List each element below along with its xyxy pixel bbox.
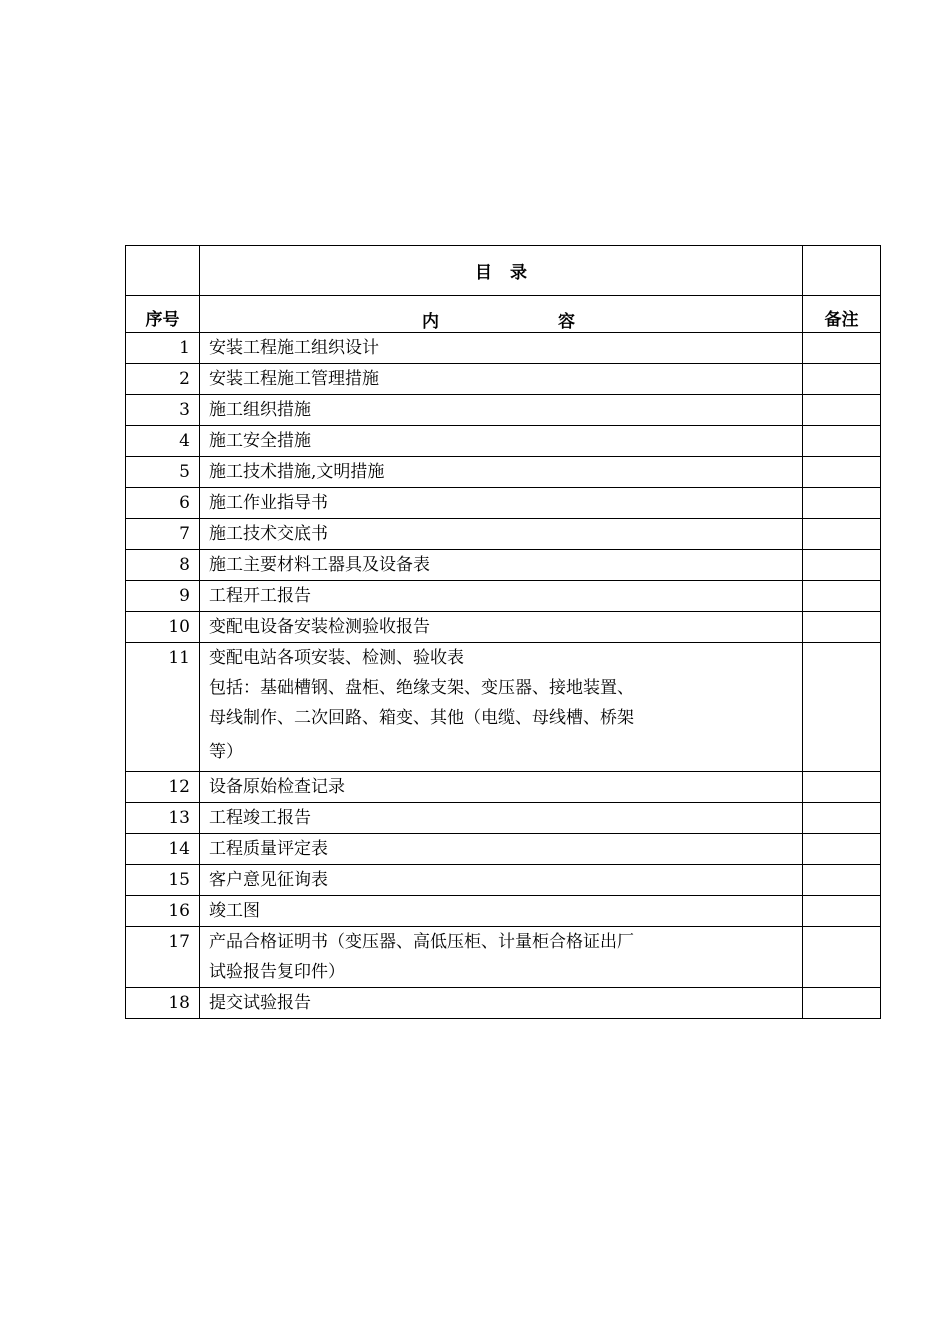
item-content xyxy=(200,803,803,834)
item-remark xyxy=(803,550,881,581)
table-row xyxy=(126,772,881,803)
item-content xyxy=(200,488,803,519)
item-content xyxy=(200,612,803,643)
item-content-line: 变配电站各项安装、检测、验收表 xyxy=(209,648,464,668)
header-content-right: 容 xyxy=(558,312,575,332)
item-content xyxy=(200,927,803,988)
item-number: 3 xyxy=(126,395,200,426)
item-number: 10 xyxy=(126,612,200,643)
item-content-line: 施工安全措施 xyxy=(209,431,311,451)
item-number: 2 xyxy=(126,364,200,395)
item-content-line: 施工技术措施,文明措施 xyxy=(209,462,385,482)
item-remark xyxy=(803,519,881,550)
item-content xyxy=(200,550,803,581)
table-row xyxy=(126,896,881,927)
item-number: 5 xyxy=(126,457,200,488)
item-remark xyxy=(803,772,881,803)
toc-title-left: 目 xyxy=(475,263,492,283)
item-number: 11 xyxy=(126,643,200,772)
item-content-line: 工程竣工报告 xyxy=(209,808,311,828)
item-content-line: 工程质量评定表 xyxy=(209,839,328,859)
table-row xyxy=(126,426,881,457)
toc-title xyxy=(200,246,803,296)
item-content-line: 母线制作、二次回路、箱变、其他（电缆、母线槽、桥架 xyxy=(209,708,634,728)
item-content xyxy=(200,333,803,364)
item-content xyxy=(200,426,803,457)
item-content-line: 竣工图 xyxy=(209,901,260,921)
item-content xyxy=(200,457,803,488)
item-remark xyxy=(803,457,881,488)
table-row xyxy=(126,364,881,395)
item-content xyxy=(200,834,803,865)
title-number-cell xyxy=(126,246,200,296)
item-content xyxy=(200,865,803,896)
item-number: 12 xyxy=(126,772,200,803)
item-remark xyxy=(803,834,881,865)
item-number: 16 xyxy=(126,896,200,927)
item-content-line: 产品合格证明书（变压器、高低压柜、计量柜合格证出厂 xyxy=(209,932,634,952)
item-content xyxy=(200,581,803,612)
toc-body xyxy=(126,246,881,1019)
header-remark: 备注 xyxy=(803,296,881,333)
table-row xyxy=(126,643,881,772)
item-content xyxy=(200,643,803,772)
item-number: 8 xyxy=(126,550,200,581)
item-number: 13 xyxy=(126,803,200,834)
item-number: 6 xyxy=(126,488,200,519)
header-content-left: 内 xyxy=(422,312,439,332)
item-remark xyxy=(803,395,881,426)
item-content-line: 包括：基础槽钢、盘柜、绝缘支架、变压器、接地装置、 xyxy=(209,678,634,698)
title-remark-cell xyxy=(803,246,881,296)
table-row xyxy=(126,988,881,1019)
item-number: 14 xyxy=(126,834,200,865)
table-row xyxy=(126,834,881,865)
table-row xyxy=(126,395,881,426)
table-row xyxy=(126,803,881,834)
table-row xyxy=(126,519,881,550)
table-row xyxy=(126,581,881,612)
table-row xyxy=(126,865,881,896)
item-content-line: 安装工程施工管理措施 xyxy=(209,369,379,389)
table-row xyxy=(126,612,881,643)
header-content xyxy=(200,296,803,333)
item-remark xyxy=(803,896,881,927)
item-content xyxy=(200,772,803,803)
item-content xyxy=(200,364,803,395)
item-remark xyxy=(803,333,881,364)
table-row xyxy=(126,333,881,364)
item-remark xyxy=(803,581,881,612)
item-remark xyxy=(803,612,881,643)
item-content xyxy=(200,896,803,927)
item-remark xyxy=(803,643,881,772)
header-number: 序号 xyxy=(126,296,200,333)
item-content-line: 施工主要材料工器具及设备表 xyxy=(209,555,430,575)
item-remark xyxy=(803,488,881,519)
item-remark xyxy=(803,865,881,896)
item-content-line: 设备原始检查记录 xyxy=(209,777,345,797)
item-number: 17 xyxy=(126,927,200,988)
item-content-line: 提交试验报告 xyxy=(209,993,311,1013)
header-row xyxy=(126,296,881,333)
item-number: 4 xyxy=(126,426,200,457)
item-number: 15 xyxy=(126,865,200,896)
item-remark xyxy=(803,803,881,834)
item-remark xyxy=(803,927,881,988)
item-content xyxy=(200,395,803,426)
toc-table xyxy=(125,245,881,1019)
item-remark xyxy=(803,426,881,457)
item-number: 18 xyxy=(126,988,200,1019)
item-content xyxy=(200,519,803,550)
item-content-line: 施工组织措施 xyxy=(209,400,311,420)
table-row xyxy=(126,550,881,581)
item-content xyxy=(200,988,803,1019)
item-number: 7 xyxy=(126,519,200,550)
item-content-line: 试验报告复印件） xyxy=(209,962,345,982)
item-remark xyxy=(803,988,881,1019)
item-content-line: 施工作业指导书 xyxy=(209,493,328,513)
item-remark xyxy=(803,364,881,395)
table-row xyxy=(126,488,881,519)
item-content-line: 施工技术交底书 xyxy=(209,524,328,544)
item-content-line: 变配电设备安装检测验收报告 xyxy=(209,617,430,637)
item-number: 1 xyxy=(126,333,200,364)
item-number: 9 xyxy=(126,581,200,612)
title-row xyxy=(126,246,881,296)
item-content-line: 工程开工报告 xyxy=(209,586,311,606)
item-content-line: 安装工程施工组织设计 xyxy=(209,338,379,358)
table-row xyxy=(126,927,881,988)
table-row xyxy=(126,457,881,488)
item-content-line: 客户意见征询表 xyxy=(209,870,328,890)
toc-title-right: 录 xyxy=(510,263,527,283)
item-content-line: 等） xyxy=(209,742,243,762)
